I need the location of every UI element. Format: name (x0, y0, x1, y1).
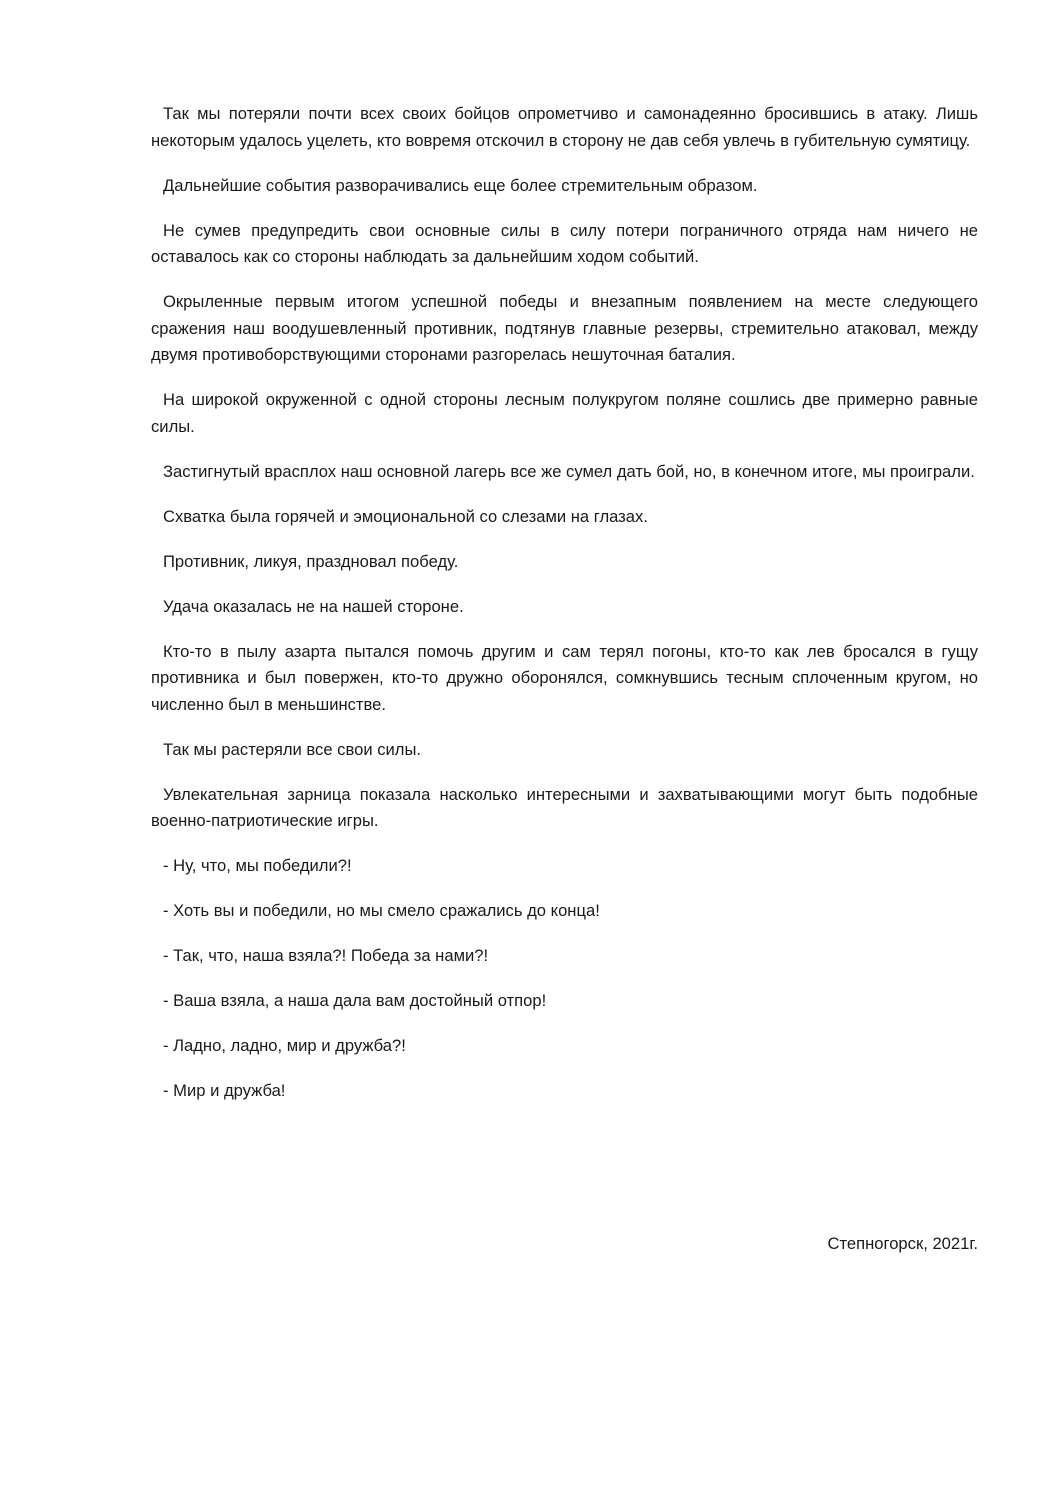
paragraph-8: Противник, ликуя, праздновал победу. (163, 551, 459, 571)
paragraph-11: Так мы растеряли все свои силы. (163, 739, 422, 759)
paragraph-1: Так мы потеряли почти всех своих бойцов опрометчиво и самонадеянно бросившись в атаку. Лишь некоторым удалось уцелеть, кто вовремя отскочил в сторону не дав себя увлечь в губительную сумятицу. (151, 104, 978, 150)
paragraph-2: Дальнейшие события разворачивались еще более стремительным образом. (163, 175, 758, 195)
paragraph-6: Застигнутый врасплох наш основной лагерь все же сумел дать бой, но, в конечном итоге, мы проиграли. (163, 461, 975, 481)
paragraph-10: Кто-то в пылу азарта пытался помочь другим и сам терял погоны, кто-то как лев бросался в гущу противника и был повержен, кто-то дружно оборонялся, сомкнувшись тесным сплоченным кругом, но численно был в меньшинстве. (151, 641, 978, 714)
dialogue-line-1: - Ну, что, мы победили?! (163, 856, 352, 875)
dialogue-line-3: - Так, что, наша взяла?! Победа за нами?! (163, 946, 489, 965)
paragraph-12: Увлекательная зарница показала насколько интересными и захватывающими могут быть подобные военно-патриотические игры. (151, 784, 978, 830)
paragraph-3: Не сумев предупредить свои основные силы в силу потери пограничного отряда нам ничего не оставалось как со стороны наблюдать за дальнейшим ходом событий. (151, 220, 978, 266)
dialogue-line-6: - Мир и дружба! (163, 1081, 286, 1100)
place-date-signature: Степногорск, 2021г. (827, 1234, 978, 1253)
paragraph-4: Окрыленные первым итогом успешной победы и внезапным появлением на месте следующего сражения наш воодушевленный противник, подтянув главные резервы, стремительно атаковал, между двумя противоборствующими сторонами разгорелась нешуточная баталия. (151, 292, 978, 364)
dialogue-line-2: - Хоть вы и победили, но мы смело сражались до конца! (163, 901, 600, 920)
dialogue-line-4: - Ваша взяла, а наша дала вам достойный отпор! (163, 991, 547, 1010)
paragraph-7: Схватка была горячей и эмоциональной со слезами на глазах. (163, 506, 648, 526)
body-text (151, 101, 978, 1123)
paragraph-5: На широкой окруженной с одной стороны лесным полукругом поляне сошлись две примерно равные силы. (151, 390, 978, 436)
dialogue-line-5: - Ладно, ладно, мир и дружба?! (163, 1036, 406, 1055)
paragraph-9: Удача оказалась не на нашей стороне. (163, 596, 464, 616)
